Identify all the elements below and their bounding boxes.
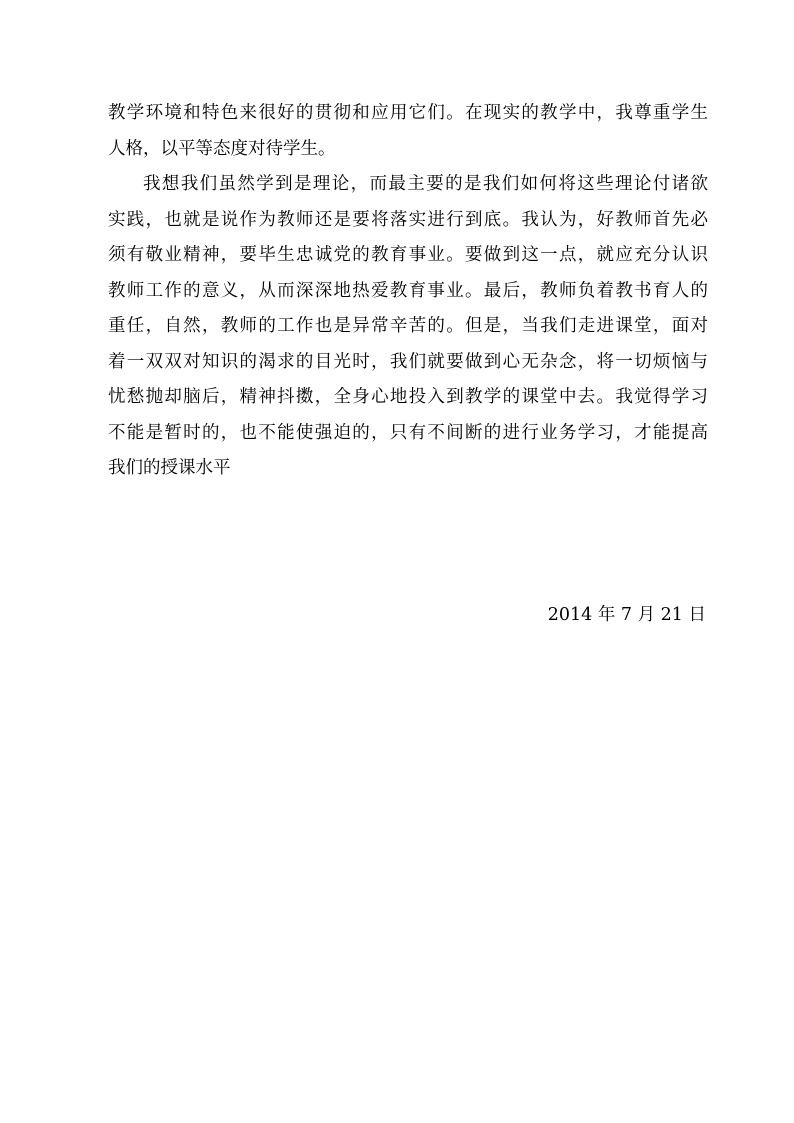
paragraph-2 <box>108 167 708 487</box>
text-line: 须有敬业精神，要毕生忠诚党的教育事业。要做到这一点，就应充分认识 <box>108 245 708 265</box>
paragraph-1 <box>108 96 708 167</box>
text-line: 着一双双对知识的渴求的目光时，我们就要做到心无杂念，将一切烦恼与 <box>108 351 708 372</box>
text-line: 实践，也就是说作为教师还是要将落实进行到底。我认为，好教师首先必 <box>108 209 708 230</box>
text-line: 不能是暂时的，也不能使强迫的，只有不间断的进行业务学习，才能提高 <box>108 422 708 443</box>
text-line: 人格，以平等态度对待学生。 <box>108 138 336 159</box>
text-line: 我们的授课水平 <box>108 458 231 478</box>
text-line: 忧愁抛却脑后，精神抖擞，全身心地投入到教学的课堂中去。我觉得学习 <box>108 387 708 407</box>
document-date: 2014 年 7 月 21 日 <box>547 605 706 625</box>
body-text <box>108 96 708 487</box>
text-line: 教学环境和特色来很好的贯彻和应用它们。在现实的教学中，我尊重学生 <box>108 103 708 123</box>
text-line: 我想我们虽然学到是理论，而最主要的是我们如何将这些理论付诸欲 <box>143 174 708 194</box>
text-line: 教师工作的意义，从而深深地热爱教育事业。最后，教师负着教书育人的 <box>108 280 708 301</box>
text-line: 重任，自然，教师的工作也是异常辛苦的。但是，当我们走进课堂，面对 <box>108 316 708 336</box>
